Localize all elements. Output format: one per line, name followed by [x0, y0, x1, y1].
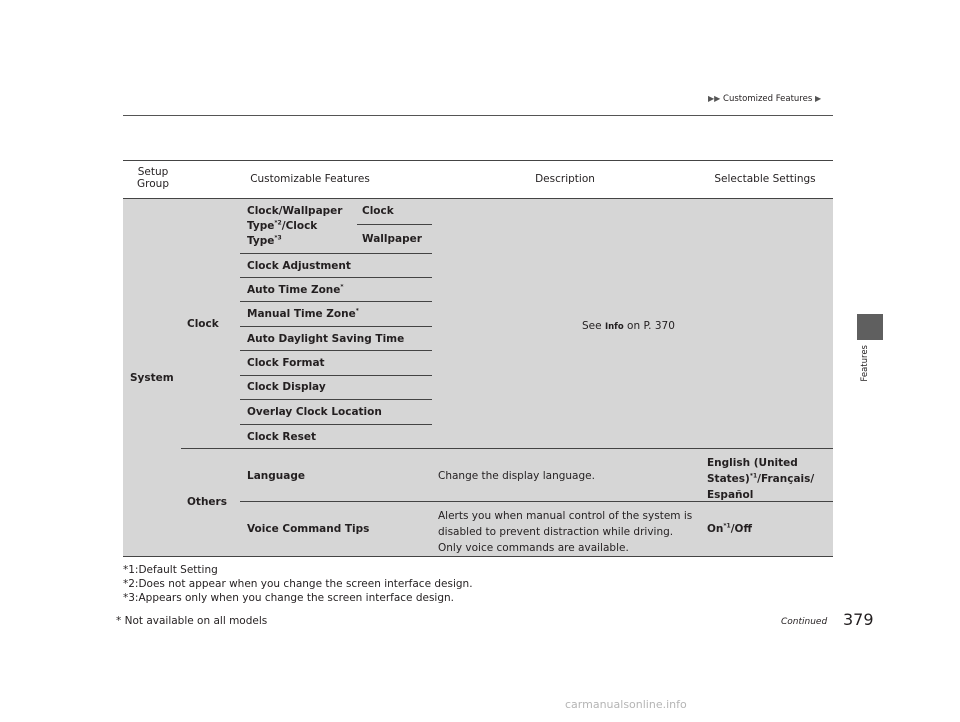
footnote-1: *1:Default Setting [123, 564, 218, 576]
breadcrumb: ▶▶ Customized Features ▶ [708, 94, 822, 104]
section-tab-label: Features [860, 345, 870, 382]
row-divider [240, 375, 432, 376]
triangle-icon: ▶ [814, 94, 822, 103]
subgroup-clock: Clock [187, 318, 219, 330]
row-divider [240, 253, 432, 254]
col-header-customizable-features: Customizable Features [250, 173, 370, 185]
feature-auto-daylight-saving-time: Auto Daylight Saving Time [247, 333, 405, 345]
page-number: 379 [843, 610, 874, 629]
row-divider [240, 350, 432, 351]
availability-note: * Not available on all models [116, 615, 268, 627]
row-divider [357, 224, 432, 225]
option-wallpaper: Wallpaper [362, 233, 422, 245]
table-top-rule [123, 160, 833, 161]
watermark: carmanualsonline.info [565, 698, 687, 711]
feature-clock-adjustment: Clock Adjustment [247, 260, 351, 272]
language-description: Change the display language. [438, 470, 595, 482]
vct-settings: On$^{*1}$/Off [707, 522, 752, 535]
footnote-3: *3:Appears only when you change the screen interface design. [123, 592, 455, 604]
option-clock: Clock [362, 205, 394, 217]
row-divider [181, 448, 833, 449]
row-divider [240, 326, 432, 327]
row-divider [240, 399, 432, 400]
row-divider [240, 501, 833, 502]
triangle-icon: ▶▶ [708, 94, 721, 103]
col-header-selectable-settings: Selectable Settings [714, 173, 816, 185]
feature-language: Language [247, 470, 305, 482]
feature-manual-time-zone: Manual Time Zone* [247, 307, 359, 320]
col-header-description: Description [535, 173, 595, 185]
feature-clock-format: Clock Format [247, 357, 325, 369]
section-tab-marker [857, 314, 883, 340]
table-bottom-rule [123, 556, 833, 557]
feature-clock-reset: Clock Reset [247, 431, 316, 443]
feature-overlay-clock-location: Overlay Clock Location [247, 406, 382, 418]
feature-voice-command-tips: Voice Command Tips [247, 523, 370, 535]
feature-auto-time-zone: Auto Time Zone* [247, 283, 344, 296]
clock-description: See Info on P. 370 [582, 320, 675, 332]
header-rule [123, 115, 833, 116]
footnote-2: *2:Does not appear when you change the screen interface design. [123, 578, 473, 590]
col-header-setup-group: Setup Group [137, 166, 169, 190]
vct-description: Alerts you when manual control of the system is disabled to prevent distraction while driving. Only voice commands are available. [438, 510, 693, 554]
continued-label: Continued [781, 617, 828, 627]
feature-clock-wallpaper-type: Clock/Wallpaper Type$^{*2}$/Clock Type$^{*3}$ [247, 205, 343, 247]
info-reference-link[interactable]: Info [604, 322, 624, 332]
row-divider [240, 301, 432, 302]
language-settings: English (United States)$^{*1}$/Français/ Español [707, 457, 815, 501]
setup-group-system: System [130, 372, 174, 384]
subgroup-others: Others [187, 496, 227, 508]
row-divider [240, 277, 432, 278]
row-divider [240, 424, 432, 425]
feature-clock-display: Clock Display [247, 381, 326, 393]
